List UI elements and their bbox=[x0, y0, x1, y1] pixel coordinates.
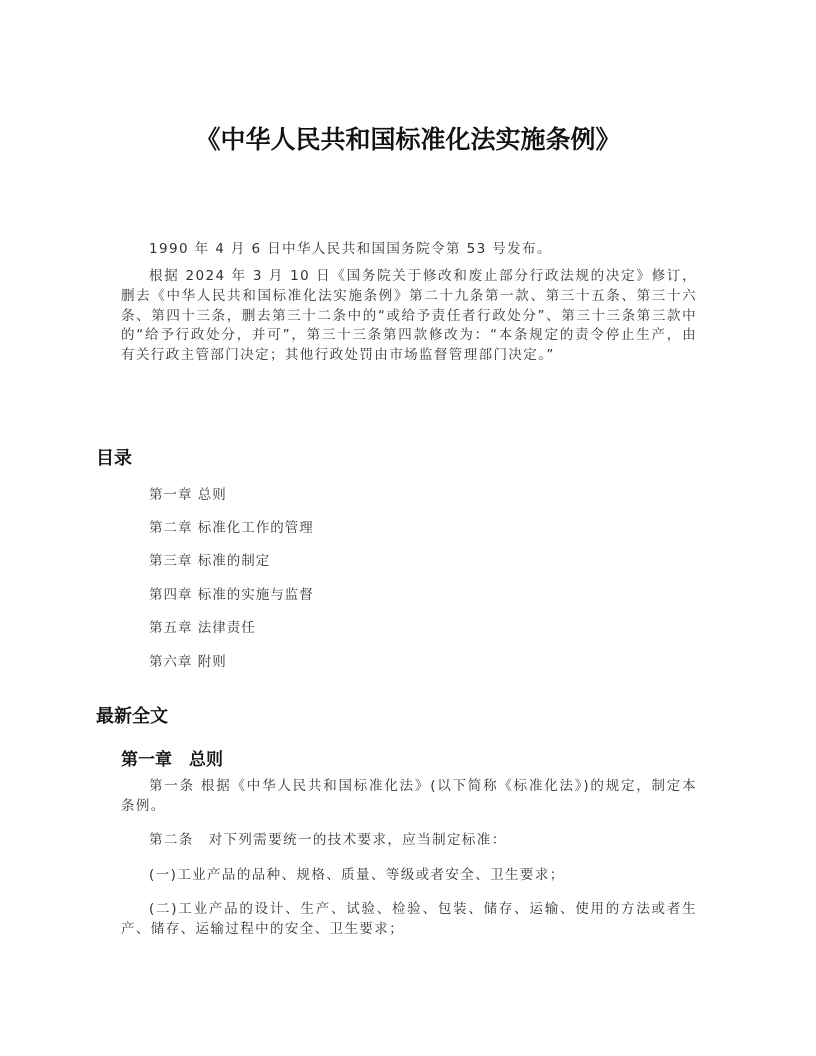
fulltext-heading: 最新全文 bbox=[96, 706, 168, 727]
toc-item-chapter-3[interactable]: 第三章 标准的制定 bbox=[149, 553, 271, 569]
toc-item-chapter-1[interactable]: 第一章 总则 bbox=[149, 487, 227, 503]
chapter-heading: 第一章 总则 bbox=[121, 750, 223, 770]
toc-item-chapter-6[interactable]: 第六章 附则 bbox=[149, 654, 227, 670]
toc-item-chapter-4[interactable]: 第四章 标准的实施与监督 bbox=[149, 587, 314, 603]
toc-item-chapter-5[interactable]: 第五章 法律责任 bbox=[149, 620, 256, 636]
revision-note: 根据 2024 年 3 月 10 日《国务院关于修改和废止部分行政法规的决定》修订，删去《中华人民共和国标准化法实施条例》第二十九条第一款、第三十五条、第三十六条、第四十三条，删去第三十二条中的“或给予责任者行政处分”、第三十三条第三款中的“给予行政处分，并可”，第三十三条第四款修改为：“本条规定的责令停止生产，由有关行政主管部门决定；其他行政处罚由市场监督管理部门决定。” bbox=[121, 268, 697, 364]
article-2-item-2: (二)工业产品的设计、生产、试验、检验、包装、储存、运输、使用的方法或者生产、储存、运输过程中的安全、卫生要求； bbox=[121, 901, 697, 937]
article-2-item-1: (一)工业产品的品种、规格、质量、等级或者安全、卫生要求； bbox=[149, 867, 565, 883]
toc-item-chapter-2[interactable]: 第二章 标准化工作的管理 bbox=[149, 520, 314, 536]
article-1: 第一条 根据《中华人民共和国标准化法》(以下简称《标准化法》)的规定，制定本条例。 bbox=[121, 778, 697, 814]
promulgation-note: 1990 年 4 月 6 日中华人民共和国国务院令第 53 号发布。 bbox=[149, 241, 552, 257]
article-2: 第二条 对下列需要统一的技术要求，应当制定标准： bbox=[149, 832, 507, 848]
toc-heading: 目录 bbox=[96, 448, 132, 469]
document-title: 《中华人民共和国标准化法实施条例》 bbox=[195, 125, 621, 154]
